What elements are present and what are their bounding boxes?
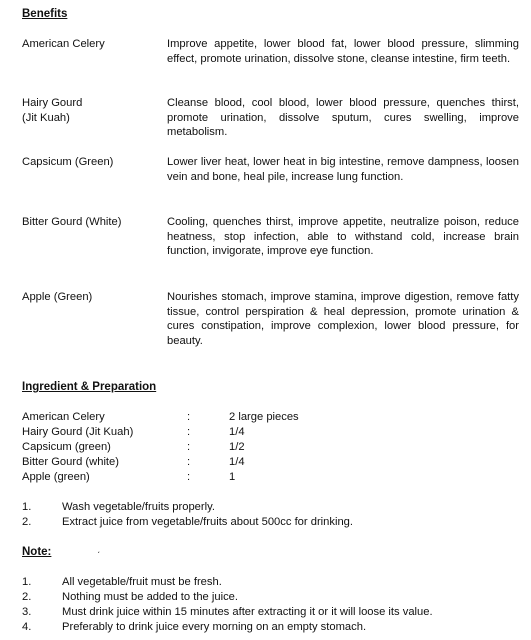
ingredient-quantity: 1 [229, 471, 236, 483]
preparation-step [22, 515, 522, 530]
stray-mark: ˏ [97, 543, 100, 553]
benefit-name-hairy-gourd [22, 96, 162, 125]
ingredient-row [22, 440, 422, 455]
ingredient-quantity: 1/2 [229, 441, 245, 453]
ingredient-row [22, 470, 422, 485]
note-item [22, 605, 522, 620]
benefit-desc-american-celery: Improve appetite, lower blood fat, lower blood pressure, slimming effect, promote urination, dissolve stone, cleanse intestine, firm teeth. [167, 38, 519, 65]
ingredient-quantity: 2 large pieces [229, 411, 299, 423]
ingredient-name: Hairy Gourd (Jit Kuah) [22, 426, 134, 438]
benefit-name-line: (Jit Kuah) [22, 111, 70, 124]
ingredient-row [22, 455, 422, 470]
note-item [22, 575, 522, 590]
ingredient-row [22, 410, 422, 425]
ingredient-row [22, 425, 422, 440]
benefit-name-line: American Celery [22, 38, 105, 50]
ingredient-separator: : [187, 426, 191, 438]
benefit-name-bitter-gourd [22, 215, 162, 230]
benefit-desc-hairy-gourd: Cleanse blood, cool blood, lower blood pressure, quenches thirst, promote urination, dissolve sputum, cures swelling, improve metabolism. [167, 97, 519, 139]
note-text: Nothing must be added to the juice. [62, 591, 239, 603]
benefit-desc-capsicum: Lower liver heat, lower heat in big intestine, remove dampness, loosen vein and bone, heal pile, increase lung function. [167, 156, 519, 183]
ingredient-quantity: 1/4 [229, 456, 245, 468]
note-item [22, 590, 522, 605]
benefit-desc-bitter-gourd: Cooling, quenches thirst, improve appetite, neutralize poison, reduce heatness, stop infection, able to withstand cold, increase brain function, invigorate, improve eye function. [167, 216, 519, 258]
benefit-name-line: Hairy Gourd [22, 97, 83, 109]
ingredient-name: Bitter Gourd (white) [22, 456, 119, 468]
ingredient-separator: : [187, 441, 191, 453]
note-number: 3. [22, 606, 32, 618]
note-text: Preferably to drink juice every morning on an empty stomach. [62, 621, 367, 633]
ingredients-heading: Ingredient & Preparation [22, 381, 157, 393]
benefit-name-capsicum [22, 155, 162, 170]
ingredient-separator: : [187, 411, 191, 423]
ingredient-name: Apple (green) [22, 471, 90, 483]
note-heading: Note: [22, 546, 52, 558]
note-text: Must drink juice within 15 minutes after extracting it or it will loose its value. [62, 606, 433, 618]
step-number: 2. [22, 516, 32, 528]
benefit-name-line: Apple (Green) [22, 291, 93, 303]
ingredient-quantity: 1/4 [229, 426, 245, 438]
benefits-heading: Benefits [22, 8, 68, 20]
step-text: Extract juice from vegetable/fruits about 500cc for drinking. [62, 516, 354, 528]
benefit-name-apple [22, 290, 162, 305]
note-item [22, 620, 522, 635]
note-number: 1. [22, 576, 32, 588]
benefit-name-american-celery [22, 37, 162, 52]
benefit-name-line: Bitter Gourd (White) [22, 216, 122, 228]
ingredient-separator: : [187, 471, 191, 483]
note-number: 2. [22, 591, 32, 603]
note-text: All vegetable/fruit must be fresh. [62, 576, 222, 588]
benefit-desc-apple: Nourishes stomach, improve stamina, improve digestion, remove fatty tissue, control perspiration & heal depression, promote urination & cures constipation, improve complexion, lower blood pressure, for beauty. [167, 291, 519, 347]
preparation-step [22, 500, 522, 515]
benefit-name-line: Capsicum (Green) [22, 156, 114, 168]
ingredient-separator: : [187, 456, 191, 468]
ingredient-name: American Celery [22, 411, 105, 423]
ingredient-name: Capsicum (green) [22, 441, 111, 453]
step-text: Wash vegetable/fruits properly. [62, 501, 215, 513]
note-number: 4. [22, 621, 32, 633]
step-number: 1. [22, 501, 32, 513]
